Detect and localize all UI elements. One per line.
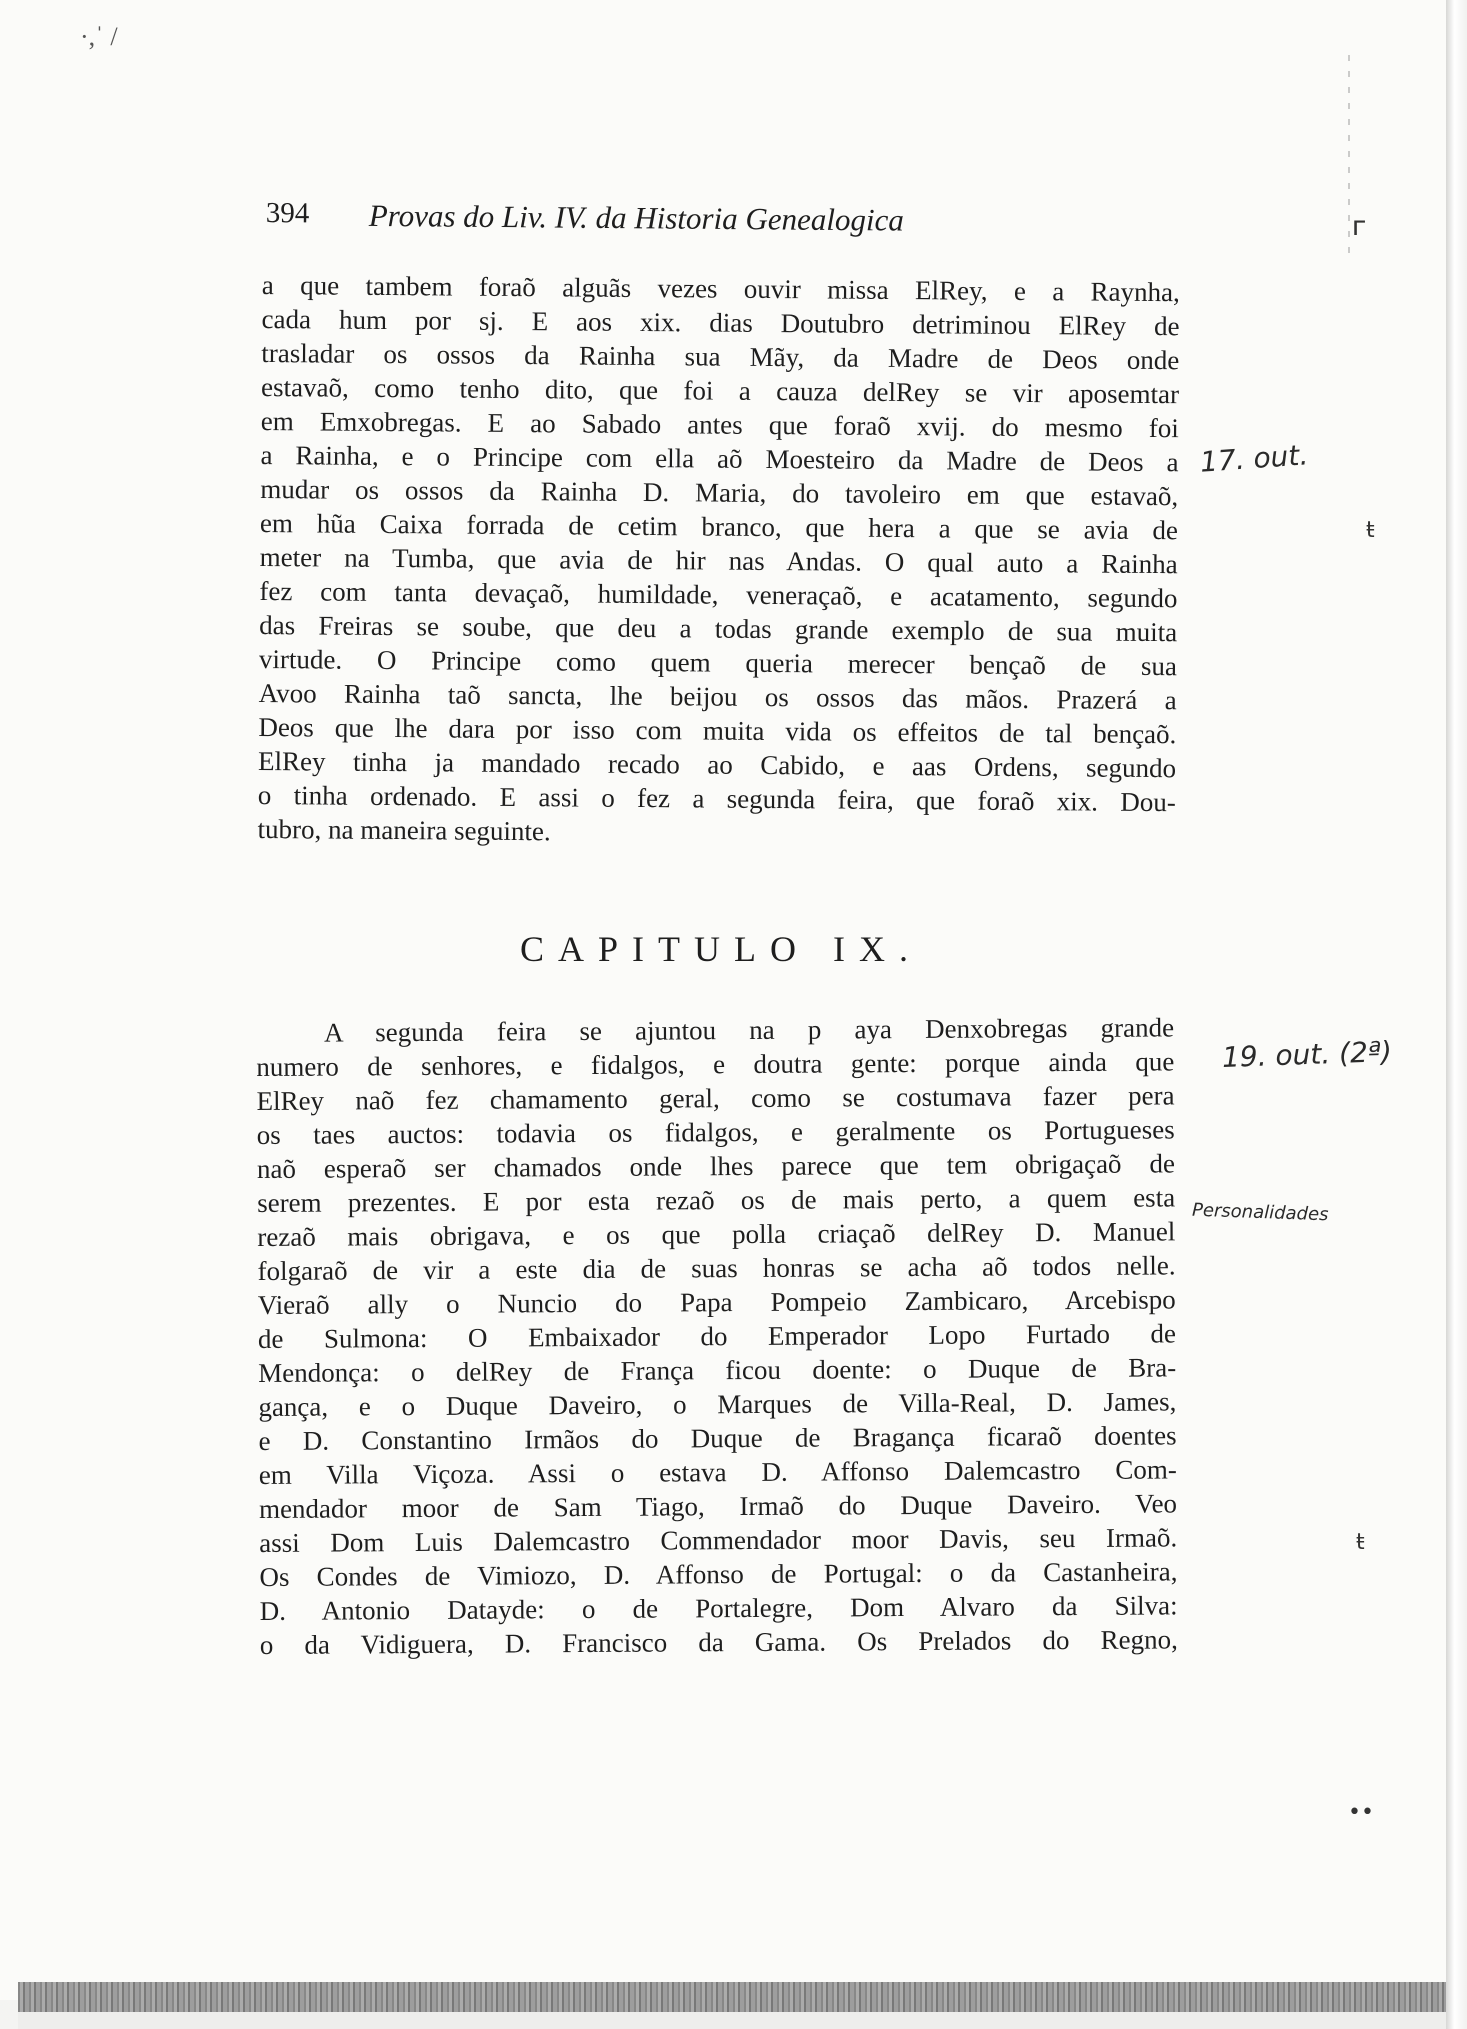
text-line: o da Vidiguera, D. Francisco da Gama. Os Prelados do Regno, (259, 1624, 1178, 1660)
text-line: trasladar os ossos da Rainha sua Mãy, da Madre de Deos onde (261, 337, 1180, 376)
text-line: Os Condes de Vimiozo, D. Affonso de Portugal: o da Castanheira, (259, 1556, 1178, 1592)
text-line: assi Dom Luis Dalemcastro Commendador moor Davis, seu Irmaõ. (259, 1522, 1178, 1558)
page-header (266, 197, 1066, 252)
margin-tick-mark-1: ᴦ (1352, 212, 1368, 242)
text-line: serem prezentes. E por esta rezaõ os de mais perto, a quem esta (257, 1182, 1176, 1218)
page-number: 394 (265, 197, 310, 230)
margin-note-17-out: 17. out. (1198, 438, 1310, 479)
text-line: e D. Constantino Irmãos do Duque de Bragança ficaraõ doentes (258, 1420, 1177, 1456)
text-line: rezaõ mais obrigava, e os que polla criaçaõ delRey D. Manuel (257, 1216, 1176, 1252)
text-line: folgaraõ de vir a este dia de suas honras se acha aõ todos nelle. (257, 1250, 1176, 1286)
margin-dots-mark: •• (1348, 1800, 1374, 1825)
scan-bottom-border (18, 1982, 1446, 2012)
running-title: Provas do Liv. IV. da Historia Genealogica (368, 197, 904, 238)
margin-tick-mark-2: ŧ (1366, 518, 1375, 543)
text-line: os taes auctos: todavia os fidalgos, e geralmente os Portugueses (256, 1114, 1175, 1150)
margin-note-personalidades: Personalidades (1191, 1199, 1329, 1226)
text-line: virtude. O Principe como quem queria merecer bençaõ de sua (258, 643, 1178, 682)
text-line: numero de senhores, e fidalgos, e doutra gente: porque ainda que (256, 1046, 1175, 1082)
text-line: Deos que lhe dara por isso com muita vida os effeitos de tal bençaõ. (258, 711, 1177, 750)
margin-note-19-out: 19. out. (2ª) (1221, 1035, 1393, 1074)
text-line: a que tambem foraõ alguãs vezes ouvir missa ElRey, e a Raynha, (261, 269, 1180, 308)
text-line: em Villa Viçoza. Assi o estava D. Affonso Dalemcastro Com- (258, 1454, 1177, 1490)
text-line: naõ esperaõ ser chamados onde lhes parece que tem obrigaçaõ de (256, 1148, 1176, 1184)
text-line: tubro, na maneira seguinte. (257, 813, 551, 847)
paragraph-2 (256, 1010, 1178, 1662)
text-line: o tinha ordenado. E assi o fez a segunda feira, que foraõ xix. Dou- (257, 779, 1176, 818)
text-line: em Emxobregas. E ao Sabado antes que foraõ xvij. do mesmo foi (260, 405, 1179, 444)
text-line: ElRey tinha ja mandado recado ao Cabido, e aas Ordens, segundo (258, 745, 1177, 784)
text-line: A segunda feira se ajuntou na p aya Denxobregas grande (324, 1012, 1175, 1048)
paragraph-1 (257, 268, 1180, 853)
text-line: D. Antonio Datayde: o de Portalegre, Dom Alvaro da Silva: (259, 1590, 1178, 1626)
text-line: em hũa Caixa forrada de cetim branco, que hera a que se avia de (259, 507, 1179, 546)
text-line: gança, e o Duque Daveiro, o Marques de Villa-Real, D. James, (258, 1386, 1177, 1422)
chapter-title: CAPITULO IX. (520, 929, 922, 969)
text-line: estavaõ, como tenho dito, que foi a cauza delRey se vir aposemtar (260, 371, 1180, 410)
text-line: mendador moor de Sam Tiago, Irmaõ do Duque Daveiro. Veo (258, 1488, 1178, 1524)
text-line: das Freiras se soube, que deu a todas grande exemplo de sua muita (259, 609, 1178, 648)
text-line: Avoo Rainha taõ sancta, lhe beijou os ossos das mãos. Prazerá a (258, 677, 1177, 716)
page-right-edge (1446, 0, 1467, 2029)
text-line: Vieraõ ally o Nuncio do Papa Pompeio Zambicaro, Arcebispo (257, 1284, 1176, 1320)
text-line: cada hum por sj. E aos xix. dias Doutubro detriminou ElRey de (261, 303, 1180, 342)
text-line: ElRey naõ fez chamamento geral, como se costumava fazer pera (256, 1080, 1175, 1116)
text-line: mudar os ossos da Rainha D. Maria, do tavoleiro em que estavaõ, (260, 473, 1179, 512)
text-line: fez com tanta devaçaõ, humildade, veneraçaõ, e acatamento, segundo (259, 575, 1178, 614)
text-line: Mendonça: o delRey de França ficou doente: o Duque de Bra- (258, 1352, 1177, 1388)
corner-scratch-mark: ·,ˈ / (80, 22, 118, 51)
text-line: de Sulmona: O Embaixador do Emperador Lopo Furtado de (257, 1318, 1177, 1354)
text-line: meter na Tumba, que avia de hir nas Andas. O qual auto a Rainha (259, 541, 1178, 580)
margin-vertical-mark (1348, 55, 1351, 255)
text-line: a Rainha, e o Principe com ella aõ Moesteiro da Madre de Deos a (260, 439, 1179, 478)
margin-tick-mark-3: ŧ (1356, 1530, 1365, 1555)
scan-bottom-margin (18, 2012, 1446, 2029)
